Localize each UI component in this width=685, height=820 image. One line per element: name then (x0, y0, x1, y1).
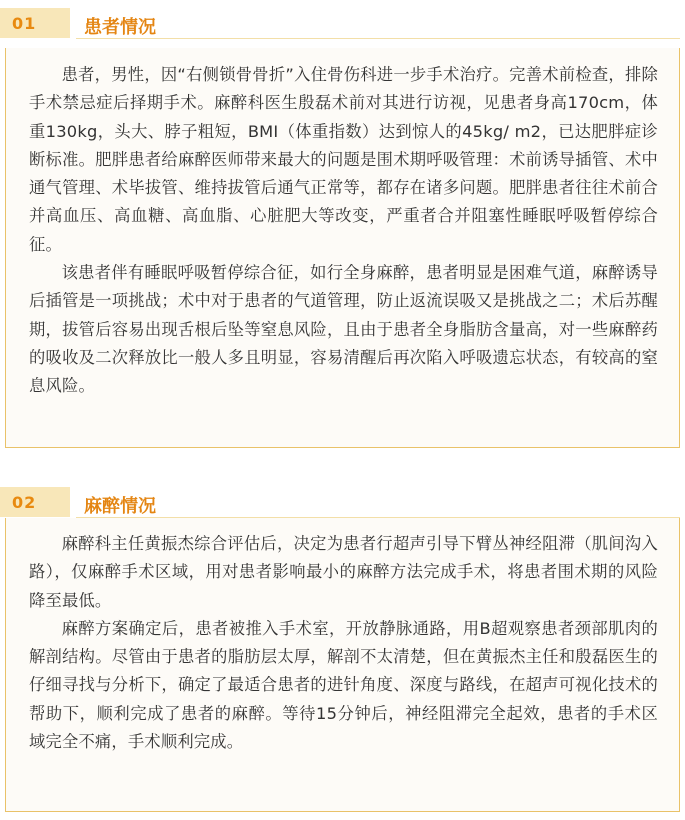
section-number-tab (0, 487, 70, 517)
header-divider (76, 38, 680, 39)
paragraph: 患者，男性，因“右侧锁骨骨折”入住骨伤科进一步手术治疗。完善术前检查，排除手术禁忌症后择期手术。麻醉科医生殷磊术前对其进行访视，见患者身高170cm，体重130kg，头大、脖子粗短，BMI（体重指数）达到惊人的45kg/ m2，已达肥胖症诊断标准。肥胖患者给麻醉医师带来最大的问题是围术期呼吸管理：术前诱导插管、术中通气管理、术毕拔管、维持拔管后通气正常等，都存在诸多问题。肥胖患者往往术前合并高血压、高血糖、高血脂、心脏肥大等改变，严重者合并阻塞性睡眠呼吸暂停综合征。 (29, 65, 658, 254)
section-text (5, 530, 680, 756)
section-text (5, 61, 680, 401)
paragraph: 麻醉科主任黄振杰综合评估后，决定为患者行超声引导下臂丛神经阻滞（肌间沟入路），仅麻醉手术区域，用对患者影响最小的麻醉方法完成手术，将患者围术期的风险降至最低。 (29, 534, 658, 610)
section-title: 麻醉情况 (84, 496, 156, 517)
section-header (0, 8, 685, 40)
section-number: 02 (12, 493, 37, 512)
section-number-tab (0, 8, 70, 38)
section-patient-condition (0, 8, 685, 396)
section-anesthesia-condition (0, 487, 685, 752)
section-number: 01 (12, 14, 37, 33)
section-title: 患者情况 (84, 17, 156, 38)
paragraph: 该患者伴有睡眠呼吸暂停综合征，如行全身麻醉，患者明显是困难气道，麻醉诱导后插管是一项挑战；术中对于患者的气道管理，防止返流误吸又是挑战之二；术后苏醒期，拔管后容易出现舌根后坠等窒息风险，且由于患者全身脂肪含量高，对一些麻醉药的吸收及二次释放比一般人多且明显，容易清醒后再次陷入呼吸遗忘状态，有较高的窒息风险。 (29, 263, 658, 396)
paragraph: 麻醉方案确定后，患者被推入手术室，开放静脉通路，用B超观察患者颈部肌肉的解剖结构。尽管由于患者的脂肪层太厚，解剖不太清楚，但在黄振杰主任和殷磊医生的仔细寻找与分析下，确定了最适合患者的进针角度、深度与路线，在超声可视化技术的帮助下，顺利完成了患者的麻醉。等待15分钟后，神经阻滞完全起效，患者的手术区域完全不痛，手术顺利完成。 (29, 618, 658, 752)
section-header (0, 487, 685, 519)
